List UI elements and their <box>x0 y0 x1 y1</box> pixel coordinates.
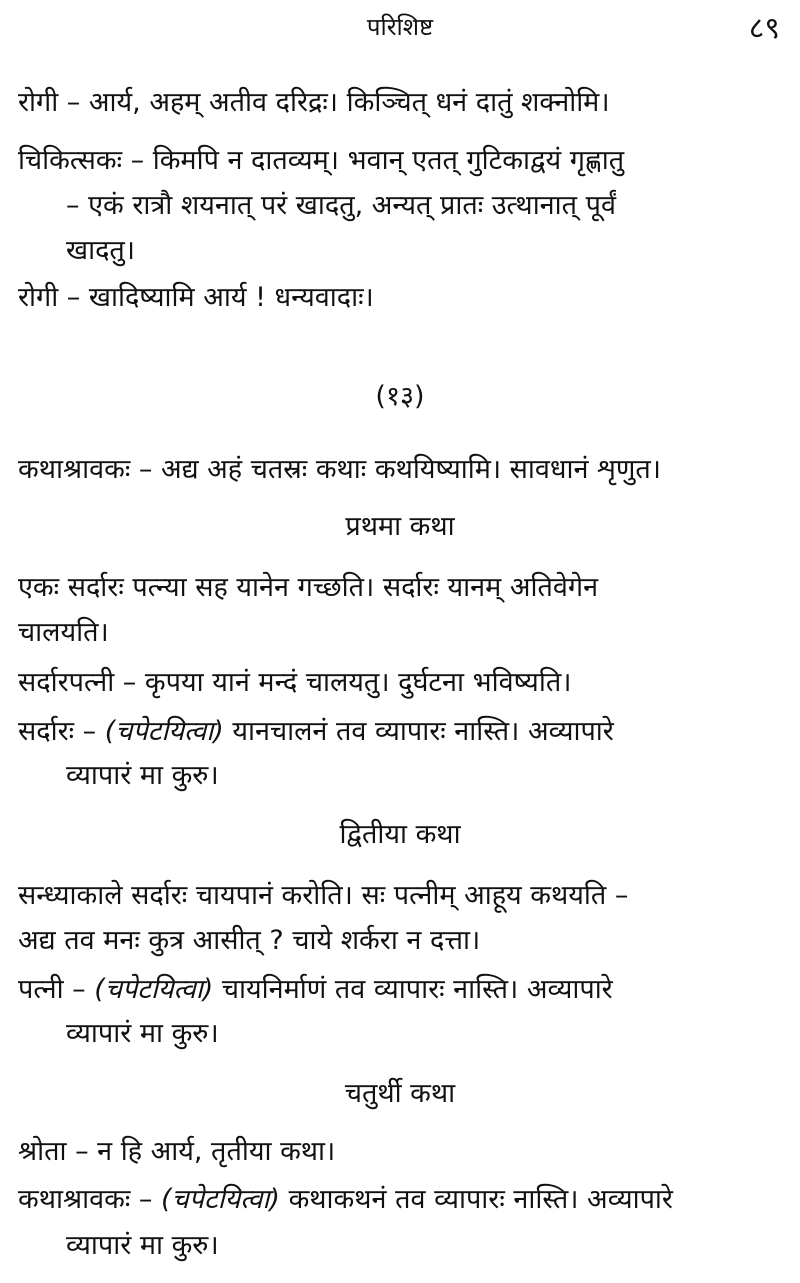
speaker-text: चायनिर्माणं तव व्यापारः नास्ति। अव्यापारे <box>221 974 613 1005</box>
story-line: सर्दारपत्नी – कृपया यानं मन्दं चालयतु। दुर्घटना भविष्यति। <box>18 667 572 698</box>
section-number: (१३) <box>375 381 425 412</box>
story-line: सन्ध्याकाले सर्दारः चायपानं करोति। सः पत्नीम् आहूय कथयति – <box>18 880 629 911</box>
running-title: परिशिष्ट <box>366 13 434 41</box>
dialogue-line: चिकित्सकः – किमपि न दातव्यम्। भवान् एतत् गुटिकाद्वयं गृह्णातु <box>18 145 625 176</box>
page-header <box>0 6 800 46</box>
speaker-line <box>18 715 614 749</box>
speaker-prefix: कथाश्रावकः – <box>18 1184 153 1215</box>
story-line: व्यापारं मा कुरु। <box>66 1230 219 1261</box>
story-heading: द्वितीया कथा <box>339 819 461 850</box>
dialogue-line: खादतु। <box>66 235 136 266</box>
page-number: ८९ <box>748 11 780 46</box>
story-heading: चतुर्थी कथा <box>344 1078 456 1109</box>
story-line: अद्य तव मनः कुत्र आसीत् ? चाये शर्करा न दत्ता। <box>18 925 481 956</box>
stage-direction: (चपेटयित्वा) <box>94 974 214 1005</box>
speaker-prefix: पत्नी – <box>18 974 86 1005</box>
story-line: श्रोता – न हि आर्य, तृतीया कथा। <box>18 1136 336 1167</box>
stage-direction: (चपेटयित्वा) <box>160 1184 280 1215</box>
stage-direction: (चपेटयित्वा) <box>104 716 224 747</box>
speaker-text: यानचालनं तव व्यापारः नास्ति। अव्यापारे <box>232 716 614 747</box>
story-line: व्यापारं मा कुरु। <box>66 1018 219 1049</box>
speaker-prefix: सर्दारः – <box>18 716 97 747</box>
dialogue-line: रोगी – आर्य, अहम् अतीव दरिद्रः। किञ्चित् धनं दातुं शक्नोमि। <box>18 87 610 118</box>
story-line: एकः सर्दारः पत्न्या सह यानेन गच्छति। सर्दारः यानम् अतिवेगेन <box>18 572 599 603</box>
intro-line: कथाश्रावकः – अद्य अहं चतस्रः कथाः कथयिष्यामि। सावधानं शृणुत। <box>18 454 662 485</box>
dialogue-line: रोगी – खादिष्यामि आर्य ! धन्यवादाः। <box>18 282 374 313</box>
speaker-line <box>18 1183 673 1217</box>
speaker-line <box>18 973 613 1007</box>
speaker-text: कथाकथनं तव व्यापारः नास्ति। अव्यापारे <box>288 1184 673 1215</box>
story-line: व्यापारं मा कुरु। <box>66 760 219 791</box>
story-line: चालयति। <box>18 617 109 648</box>
story-heading: प्रथमा कथा <box>345 511 455 542</box>
dialogue-line: – एकं रात्रौ शयनात् परं खादतु, अन्यत् प्रातः उत्थानात् पूर्वं <box>66 190 616 221</box>
